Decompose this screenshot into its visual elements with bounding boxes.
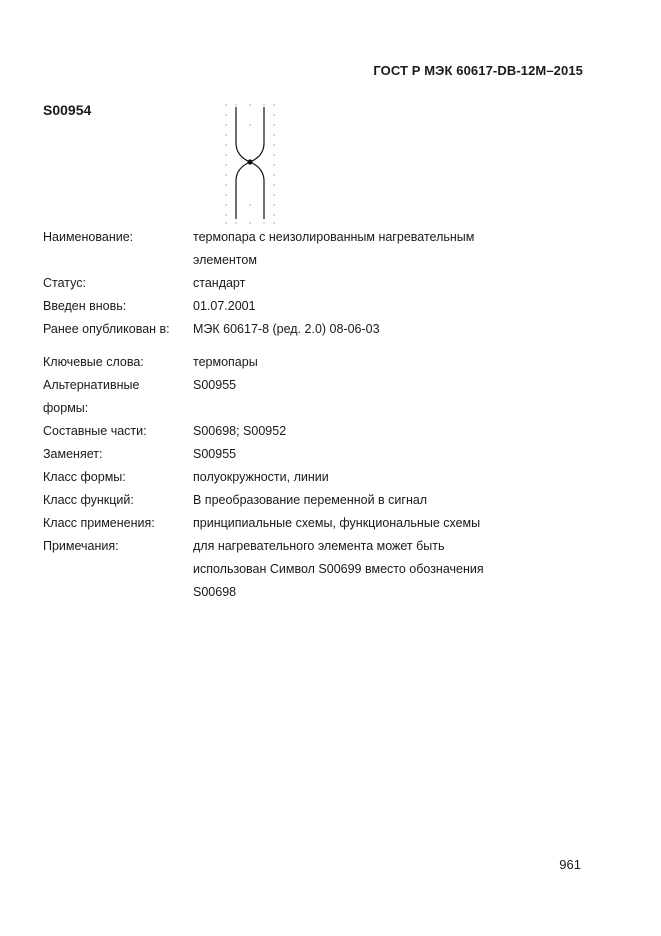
property-row-published <box>43 318 563 341</box>
property-label: Класс формы: <box>43 470 126 484</box>
property-value: термопара с неизолированным нагревательным элементом <box>193 230 475 267</box>
property-label: Примечания: <box>43 539 119 553</box>
property-value: В преобразование переменной в сигнал <box>193 493 428 507</box>
property-label: Ключевые слова: <box>43 355 144 369</box>
property-row-replaces <box>43 443 563 466</box>
property-row-keywords <box>43 351 563 374</box>
property-row-application-class <box>43 512 563 535</box>
document-standard-header: ГОСТ Р МЭК 60617-DB-12M–2015 <box>373 63 583 78</box>
page-number: 961 <box>559 857 581 872</box>
property-row-function-class <box>43 489 563 512</box>
junction-dot <box>247 159 252 164</box>
property-value: для нагревательного элемента может быть использован Символ S00699 вместо обозначения S00698 <box>193 539 484 599</box>
property-row-parts <box>43 420 563 443</box>
property-label: Заменяет: <box>43 447 103 461</box>
property-row-status <box>43 272 563 295</box>
property-label: Класс функций: <box>43 493 134 507</box>
property-row-shape-class <box>43 466 563 489</box>
property-value: полуокружности, линии <box>193 470 329 484</box>
property-value: S00955 <box>193 447 237 461</box>
property-value: S00698; S00952 <box>193 424 287 438</box>
property-row-introduced <box>43 295 563 318</box>
property-value: S00955 <box>193 378 237 392</box>
property-value: МЭК 60617-8 (ред. 2.0) 08-06-03 <box>193 322 380 336</box>
property-label: Составные части: <box>43 424 147 438</box>
property-row-alternative <box>43 374 563 420</box>
property-label: Класс применения: <box>43 516 155 530</box>
property-value: 01.07.2001 <box>193 299 256 313</box>
property-row-name <box>43 226 563 272</box>
property-label: Статус: <box>43 276 86 290</box>
symbol-properties <box>43 226 563 604</box>
property-row-notes <box>43 535 563 604</box>
property-label: Введен вновь: <box>43 299 127 313</box>
property-label: Альтернативные формы: <box>43 378 140 415</box>
thermocouple-symbol-figure <box>222 102 278 226</box>
property-value: принципиальные схемы, функциональные схемы <box>193 516 481 530</box>
property-value: стандарт <box>193 276 246 290</box>
property-value: термопары <box>193 355 258 369</box>
property-label: Ранее опубликован в: <box>43 322 170 336</box>
property-label: Наименование: <box>43 230 134 244</box>
symbol-id: S00954 <box>43 102 92 118</box>
